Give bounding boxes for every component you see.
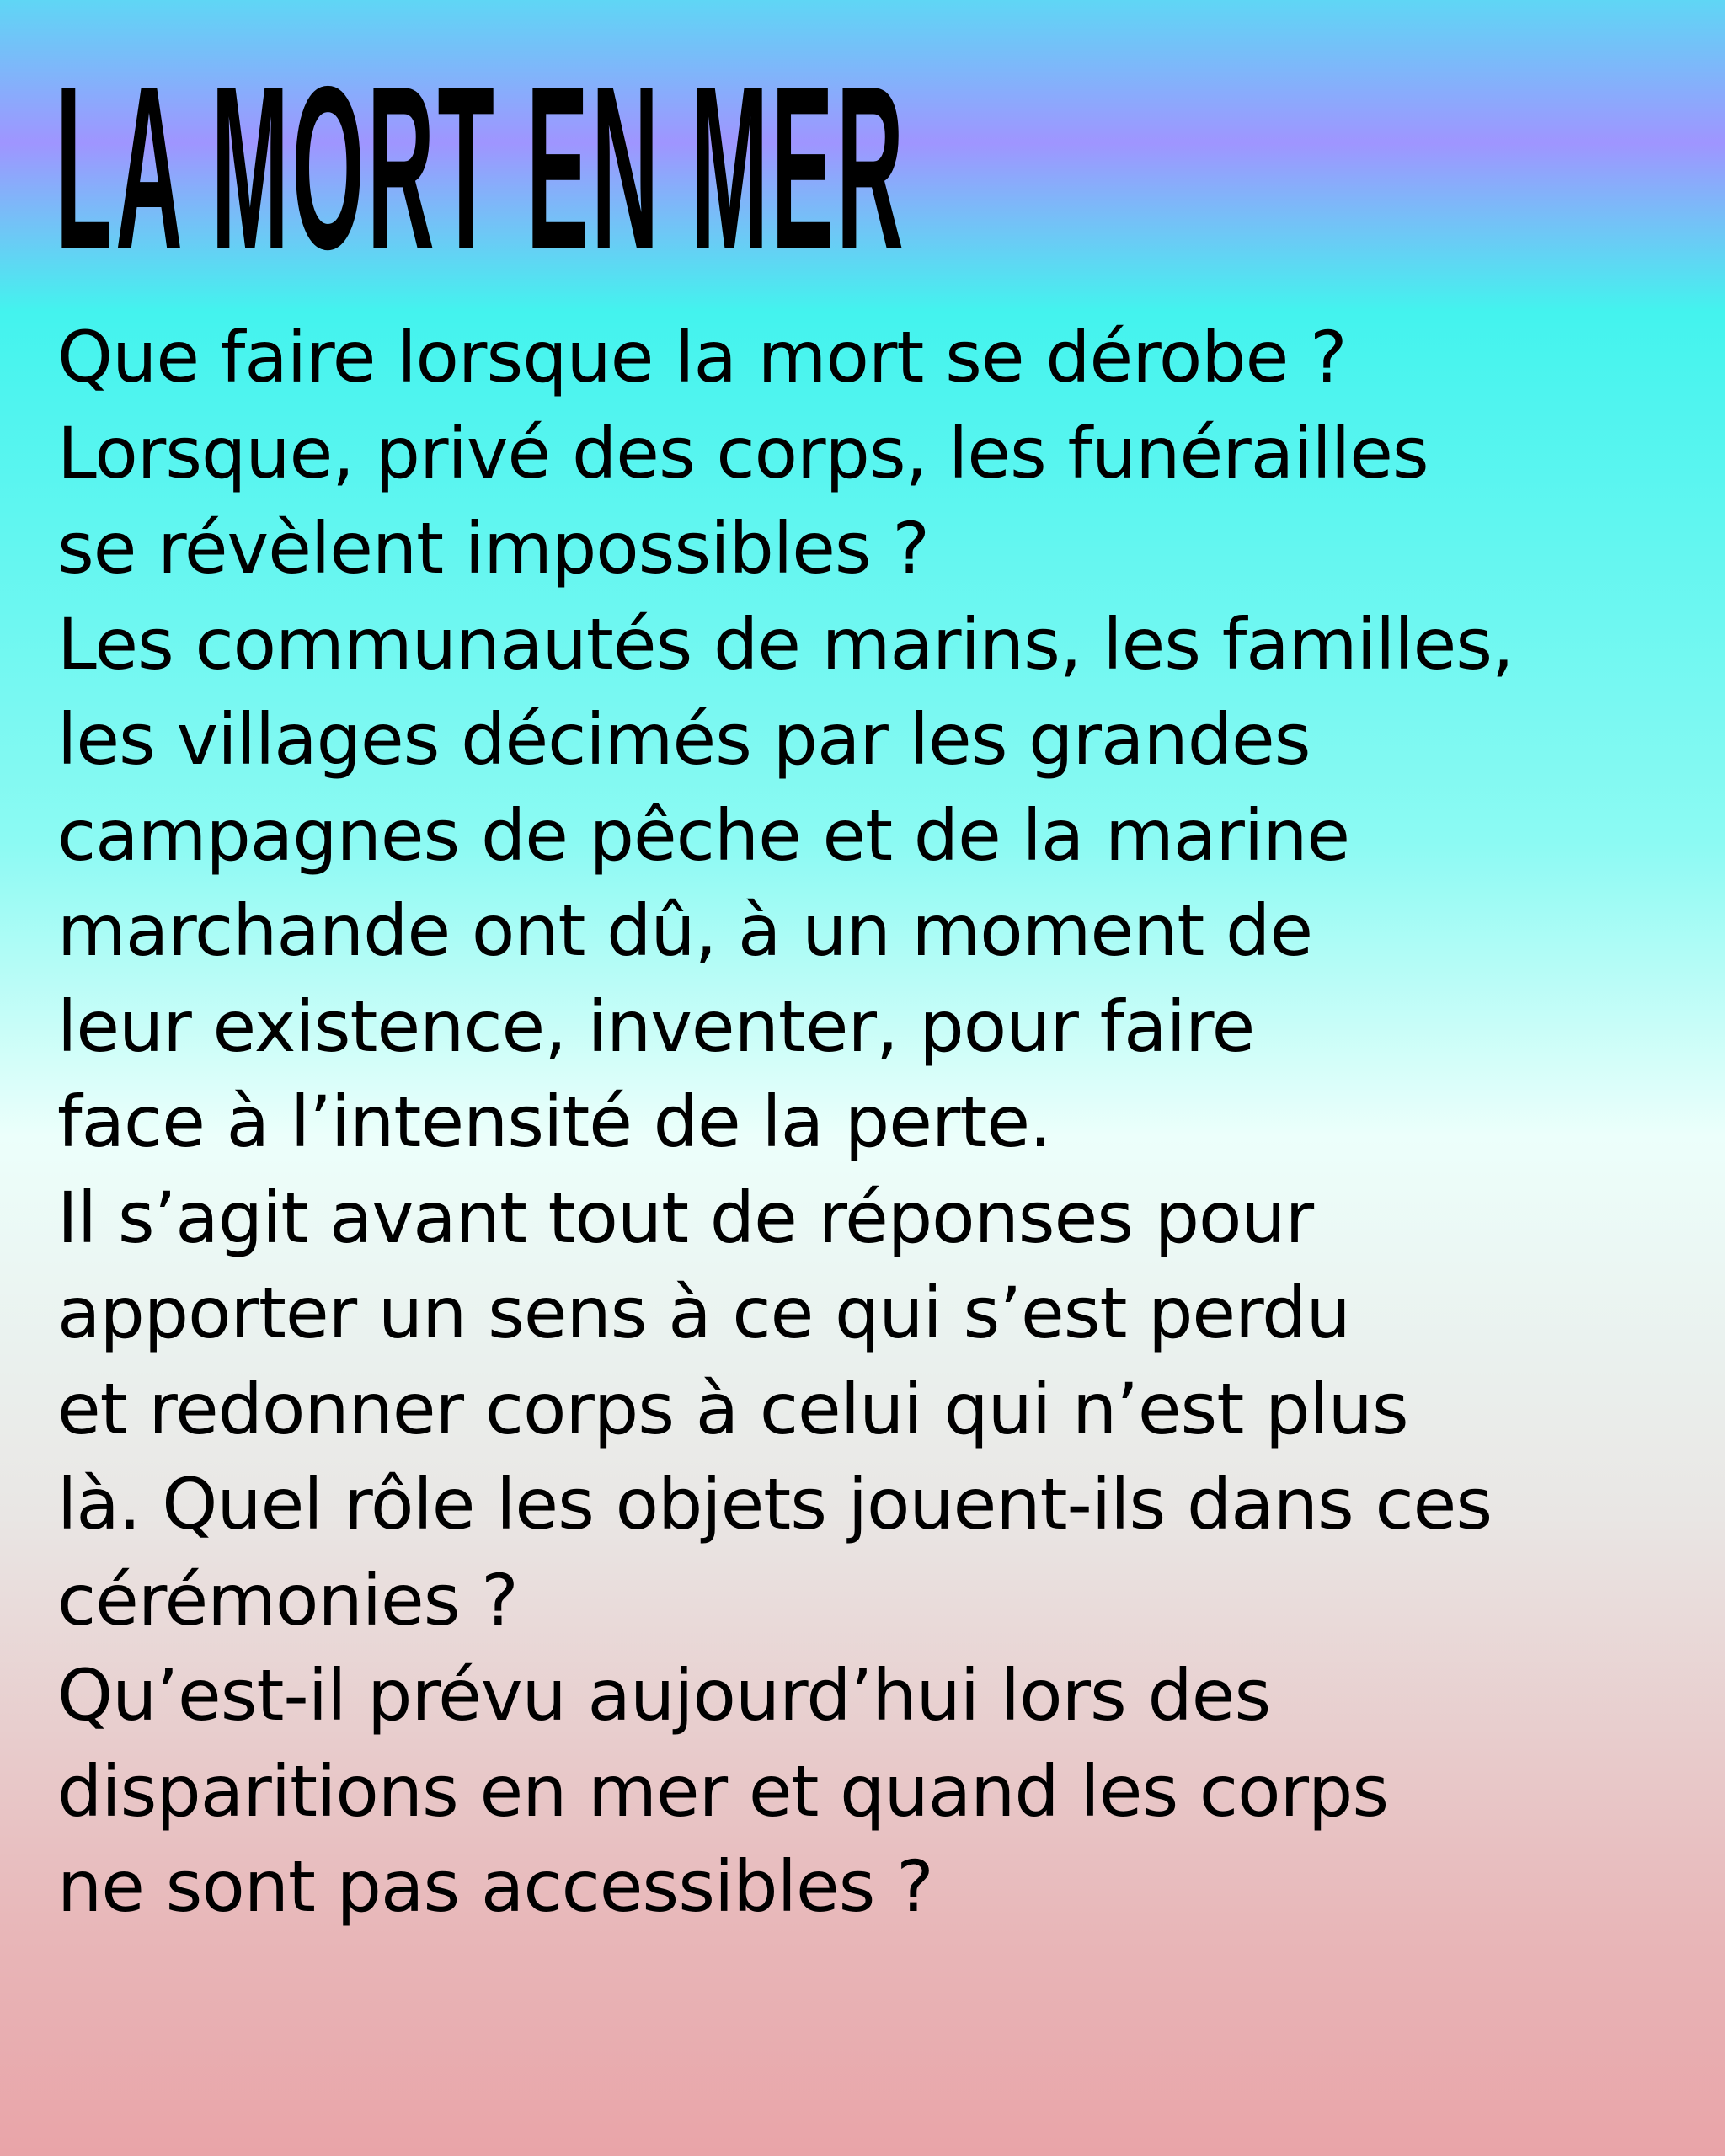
text-line: Les communautés de marins, les familles, [57,602,1514,686]
text-line: les villages décimés par les grandes [57,698,1311,781]
text-line: face à l’intensité de la perte. [57,1081,1051,1163]
text-line: Lorsque, privé des corps, les funérailles [57,411,1429,494]
text-line: cérémonies ? [57,1558,518,1641]
body-text [57,310,1708,1935]
text-line: se révèlent impossibles ? [57,507,929,590]
text-line: marchande ont dû, à un moment de [57,889,1313,972]
text-line: leur existence, inventer, pour faire [57,985,1255,1068]
text-line: campagnes de pêche et de la marine [57,793,1350,877]
text-line: Qu’est-il prévu aujourd’hui lors des [57,1654,1271,1737]
text-line: disparitions en mer et quand les corps [57,1749,1389,1833]
text-line: là. Quel rôle les objets jouent-ils dans ces [57,1463,1493,1545]
page-title: LA MORT EN MER [56,37,907,298]
text-line: Il s’agit avant tout de réponses pour [57,1176,1314,1259]
text-line: et redonner corps à celui qui n’est plus [57,1367,1408,1450]
text-line: apporter un sens à ce qui s’est perdu [57,1272,1350,1354]
text-line: ne sont pas accessibles ? [57,1845,933,1928]
text-line: Que faire lorsque la mort se dérobe ? [57,316,1347,398]
